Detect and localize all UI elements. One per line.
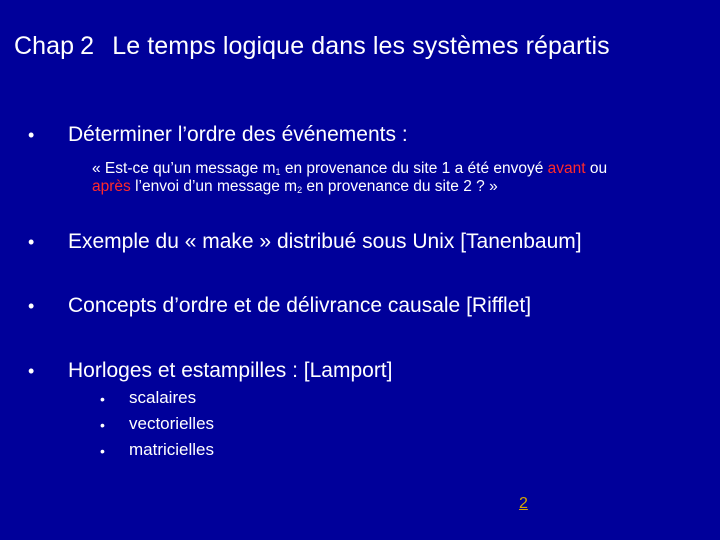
quote-subscript: 1 [275, 167, 281, 177]
quote-part: ou [585, 160, 608, 177]
bullet-text: Horloges et estampilles : [Lamport] [68, 359, 393, 382]
bullet-icon: • [28, 361, 35, 381]
quote-text [92, 160, 702, 196]
page-number: 2 [519, 495, 528, 512]
bullet-icon: • [28, 125, 35, 145]
bullet-text: Exemple du « make » distribué sous Unix [Tanenbaum] [68, 230, 582, 253]
slide-title [14, 32, 610, 61]
title-text: Le temps logique dans les systèmes répartis [112, 32, 610, 60]
quote-part: en provenance du site 1 a été envoyé [280, 160, 548, 177]
sub-item-text: vectorielles [129, 414, 215, 433]
quote-subscript: 2 [297, 185, 303, 195]
bullet-text: Concepts d’ordre et de délivrance causale [Rifflet] [68, 294, 532, 317]
title-chapter: Chap [14, 32, 75, 60]
quote-part: l’envoi d’un message m [130, 178, 298, 195]
sub-bullet-icon: • [100, 443, 105, 459]
quote-part: en provenance du site 2 ? » [302, 178, 498, 195]
bullet-icon: • [28, 232, 35, 252]
bullet-icon: • [28, 296, 35, 316]
sub-item-text: scalaires [129, 388, 197, 407]
bullet-text: Déterminer l’ordre des événements : [68, 123, 408, 146]
quote-highlight-apres: après [92, 178, 131, 195]
quote-highlight-avant: avant [547, 160, 586, 177]
quote-part: « Est-ce qu’un message m [92, 160, 276, 177]
sub-item-text: matricielles [129, 440, 215, 459]
title-chapter-number: 2 [80, 32, 95, 60]
sub-bullet-icon: • [100, 417, 105, 433]
sub-bullet-icon: • [100, 391, 105, 407]
